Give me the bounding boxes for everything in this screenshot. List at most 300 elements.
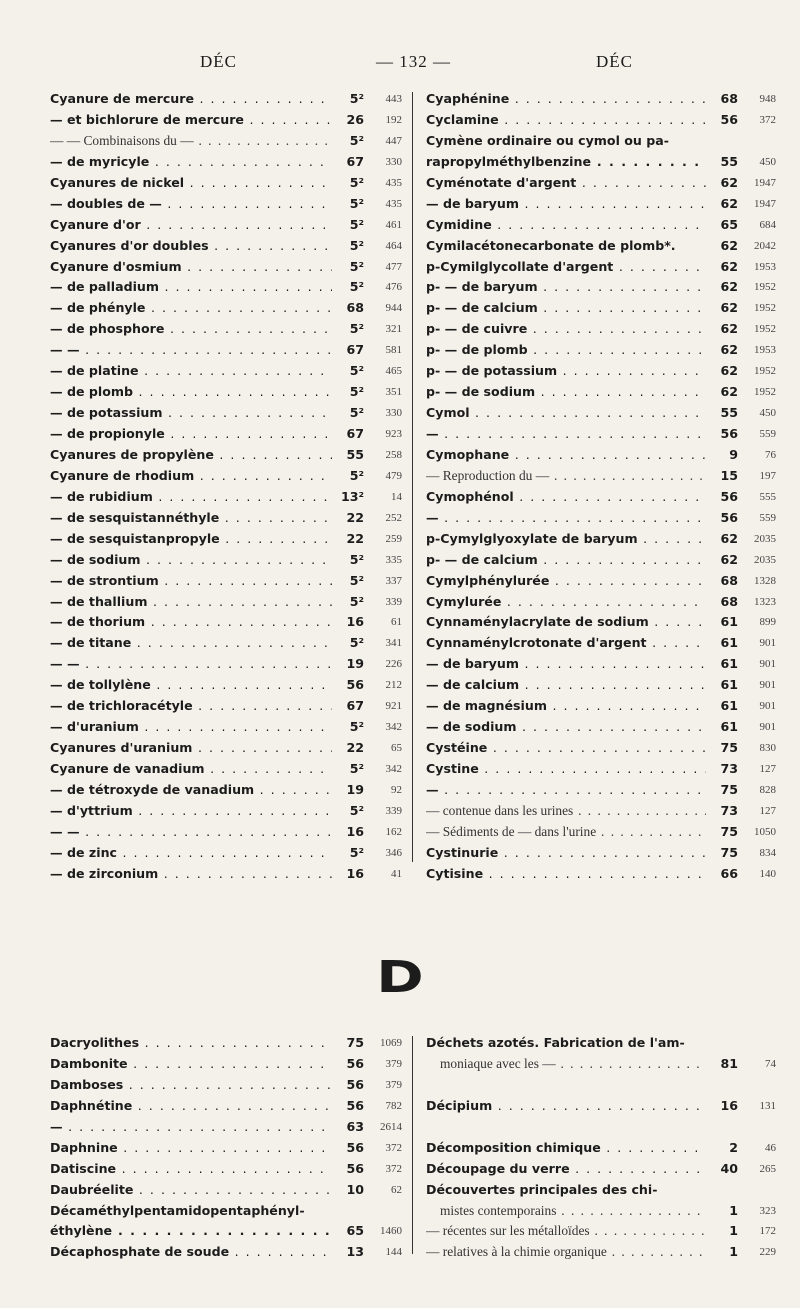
index-entry [426,612,776,633]
entry-page: 443 [385,93,402,105]
entry-term: Cymène ordinaire ou cymol ou pa- [426,132,670,148]
entry-volume: 5² [346,215,364,236]
index-entry [50,89,402,110]
entry-volume: 5² [346,403,364,424]
entry-volume: 73 [716,801,738,822]
index-entry [50,1180,402,1201]
entry-volume: 56 [342,1075,364,1096]
index-entry [426,382,776,403]
index-entry [426,340,776,361]
index-entry [50,236,402,257]
index-entry [426,654,776,675]
index-entry [50,257,402,278]
index-entry [50,319,402,340]
index-entry [426,487,776,508]
entry-term: p- — de calcium . . . [426,298,706,319]
entry-term: — récentes sur les métalloïdes . . . [426,1221,706,1242]
index-entry [50,571,402,592]
entry-volume: 75 [716,822,738,843]
entry-term: — de strontium . . . [50,571,332,592]
index-column-top-left [50,89,402,885]
column-divider-top [412,92,413,862]
entry-term: — de sodium . . . [50,550,332,571]
entry-page: 252 [385,511,402,524]
entry-page: 379 [385,1078,402,1091]
entry-term: Cyanure d'osmium . . . [50,257,332,278]
index-entry [426,361,776,382]
entry-page: 899 [759,616,776,629]
index-entry [50,759,402,780]
entry-page: 321 [385,323,402,336]
index-entry [426,215,776,236]
index-entry [426,236,776,257]
entry-term: Découvertes principales des chi- [426,1181,658,1197]
entry-volume: 67 [342,152,364,173]
entry-term: Cymol . . . [426,403,706,424]
entry-page: 341 [385,637,402,650]
entry-term: — de rubidium . . . [50,487,332,508]
entry-page: 127 [759,804,776,817]
entry-term: — — . . . [50,822,332,843]
entry-volume: 5² [346,759,364,780]
index-entry [50,717,402,738]
entry-page: 555 [759,490,776,503]
entry-volume: 1 [725,1221,738,1242]
index-entry [426,843,776,864]
entry-term: — de platine . . . [50,361,332,382]
entry-page: 1952 [754,281,776,294]
entry-term: — — Combinaisons du — . . . [50,131,332,152]
entry-term: Cystinurie . . . [426,843,706,864]
entry-volume: 62 [716,257,738,278]
entry-volume: 68 [716,89,738,110]
index-column-bottom-left [50,1033,402,1263]
entry-page: 834 [759,846,776,859]
entry-term: Dacryolithes . . . [50,1033,332,1054]
entry-term: — contenue dans les urines . . . [426,801,706,822]
entry-volume: 68 [716,571,738,592]
running-head-left: DÉC [200,52,237,71]
entry-term: Dambonite . . . [50,1054,332,1075]
index-entry [50,633,402,654]
index-entry [426,550,776,571]
entry-volume: 56 [342,1096,364,1117]
entry-page: 62 [391,1183,402,1196]
index-entry [426,822,776,843]
entry-page: 46 [765,1141,776,1154]
entry-volume: 61 [716,717,738,738]
index-entry [50,382,402,403]
entry-page: 65 [391,742,402,755]
entry-term: Cyanure d'or . . . [50,215,332,236]
entry-term: Cymylphénylurée . . . [426,571,706,592]
index-entry [50,215,402,236]
page-number: — 132 — [376,52,451,71]
index-entry [50,592,402,613]
index-entry [426,801,776,822]
index-entry [50,864,402,885]
index-entry [426,675,776,696]
index-entry [50,277,402,298]
entry-page: 901 [759,679,776,692]
entry-term: Déchets azotés. Fabrication de l'am- [426,1035,685,1050]
running-head-right: DÉC [596,52,633,71]
entry-volume: 66 [716,864,738,885]
entry-page: 1050 [754,825,776,838]
entry-volume: 5² [346,319,364,340]
entry-term: Cyanures d'or doubles . . . [50,236,332,257]
entry-page: 461 [385,218,402,231]
blank-line [426,1075,776,1096]
entry-volume: 5² [346,571,364,592]
entry-volume: 75 [716,843,738,864]
index-entry [50,403,402,424]
entry-term: Décaméthylpentamidopentaphényl- [50,1202,305,1218]
entry-volume: 56 [342,675,364,696]
entry-term: — — . . . [50,654,332,675]
entry-term: — de plomb . . . [50,382,332,403]
entry-volume: 62 [716,550,738,571]
entry-term: — de phényle . . . [50,298,332,319]
entry-term: Décaphosphate de soude . . . [50,1242,332,1263]
entry-volume: 22 [342,738,364,759]
index-entry [50,424,402,445]
entry-page: 323 [759,1204,776,1217]
entry-page: 346 [385,846,402,859]
entry-term: — de tétroxyde de vanadium . . . [50,780,332,801]
entry-term-continuation: moniaque avec les — . . . [440,1054,706,1075]
entry-volume: 16 [342,612,364,633]
entry-page: 229 [759,1246,776,1259]
entry-term: — de magnésium . . . [426,696,706,717]
entry-volume: 5² [346,550,364,571]
index-entry [426,759,776,780]
index-entry [50,529,402,550]
entry-volume: 22 [342,508,364,529]
entry-volume: 5² [346,173,364,194]
entry-volume: 9 [725,445,738,466]
entry-page: 339 [385,804,402,817]
entry-term: p-Cymilglycollate d'argent . . . [426,257,706,278]
index-entry [426,717,776,738]
entry-page: 226 [385,658,402,671]
entry-page: 1952 [754,386,776,399]
entry-page: 372 [385,1141,402,1154]
entry-volume: 56 [342,1159,364,1180]
entry-page: 464 [385,239,402,252]
index-entry [426,89,776,110]
index-entry [426,864,776,885]
entry-term: — de myricyle . . . [50,152,332,173]
entry-term: p- — de sodium . . . [426,382,706,403]
entry-page: 339 [385,595,402,608]
entry-volume: 56 [716,487,738,508]
column-divider-bottom [412,1036,413,1254]
index-entry [426,194,776,215]
entry-volume: 5² [346,466,364,487]
entry-page: 74 [765,1057,776,1070]
index-entry [50,340,402,361]
entry-page: 259 [385,532,402,545]
entry-volume: 62 [716,194,738,215]
entry-volume: 15 [716,466,738,487]
entry-volume: 5² [346,801,364,822]
index-entry [426,131,776,173]
entry-volume: 55 [716,403,738,424]
entry-page: 351 [385,386,402,399]
entry-term: — de sesquistanpropyle . . . [50,529,332,550]
entry-term: Daubréelite . . . [50,1180,332,1201]
index-entry [50,822,402,843]
entry-term: Cyanures de nickel . . . [50,173,332,194]
entry-term: — de zinc . . . [50,843,332,864]
index-entry [426,466,776,487]
index-entry [50,445,402,466]
index-entry [426,319,776,340]
entry-page: 1069 [380,1037,402,1049]
entry-term: Cyclamine . . . [426,110,706,131]
entry-page: 172 [759,1225,776,1238]
entry-volume: 13² [337,487,364,508]
entry-term-continuation: éthylène . . . [50,1221,332,1242]
entry-page: 61 [391,616,402,629]
entry-volume: 75 [342,1033,364,1054]
index-entry [50,738,402,759]
index-entry [426,633,776,654]
entry-page: 1953 [754,344,776,357]
entry-page: 2614 [380,1120,402,1133]
entry-term: p- — de plomb . . . [426,340,706,361]
entry-volume: 5² [346,843,364,864]
entry-volume: 61 [716,612,738,633]
index-entry [50,612,402,633]
entry-term: — de sodium . . . [426,717,706,738]
entry-page: 828 [759,783,776,796]
entry-page: 379 [385,1057,402,1070]
entry-term: — et bichlorure de mercure . . . [50,110,332,131]
index-entry [426,1159,776,1180]
index-entry [50,508,402,529]
entry-volume: 2 [725,1138,738,1159]
entry-term: — Sédiments de — dans l'urine . . . [426,822,706,843]
entry-page: 342 [385,763,402,775]
entry-term: Daphnine . . . [50,1138,332,1159]
index-entry [426,696,776,717]
index-column-bottom-right [426,1033,776,1263]
entry-volume: 56 [716,424,738,445]
index-entry [426,277,776,298]
entry-term-continuation: mistes contemporains . . . [440,1201,706,1222]
entry-term: Cyanures de propylène . . . [50,445,332,466]
entry-term: Damboses . . . [50,1075,332,1096]
entry-volume: 16 [716,1096,738,1117]
entry-term: Décipium . . . [426,1096,706,1117]
entry-term-continuation: rapropylméthylbenzine . . . [426,152,706,173]
entry-term: Cyanure de vanadium . . . [50,759,332,780]
index-entry [426,1242,776,1263]
entry-term: Cymophane . . . [426,445,706,466]
entry-volume: 73 [716,759,738,780]
entry-term: Cyanures d'uranium . . . [50,738,332,759]
index-entry [426,1221,776,1242]
index-entry [426,592,776,613]
entry-volume: 65 [342,1221,364,1242]
entry-page: 342 [385,721,402,734]
entry-term: — . . . [426,780,706,801]
entry-term: Cyanure de mercure . . . [50,89,332,110]
entry-volume: 22 [342,529,364,550]
entry-term: — de trichloracétyle . . . [50,696,332,717]
entry-term: — de calcium . . . [426,675,706,696]
index-entry [50,654,402,675]
entry-volume: 81 [716,1054,738,1075]
entry-term: — relatives à la chimie organique . . . [426,1242,706,1263]
entry-term: p- — de potassium . . . [426,361,706,382]
entry-page: 1953 [754,260,776,273]
entry-volume: 5² [346,361,364,382]
entry-term: Daphnétine . . . [50,1096,332,1117]
index-entry [50,1096,402,1117]
entry-term: Cyanure de rhodium . . . [50,466,332,487]
index-entry [50,173,402,194]
entry-page: 372 [759,113,776,126]
entry-volume: 26 [342,110,364,131]
index-entry [50,1075,402,1096]
entry-term: — de propionyle . . . [50,424,332,445]
entry-term: — . . . [50,1117,332,1138]
entry-volume: 62 [716,277,738,298]
entry-volume: 55 [342,445,364,466]
entry-page: 372 [385,1162,402,1175]
entry-page: 140 [759,867,776,880]
index-entry [50,1138,402,1159]
index-entry [426,1180,776,1222]
entry-page: 212 [385,679,402,692]
entry-term: — . . . [426,508,706,529]
entry-page: 127 [759,763,776,776]
entry-term: Cynnaménylcrotonate d'argent . . . [426,633,706,654]
entry-page: 948 [759,93,776,105]
entry-term: — de baryum . . . [426,654,706,675]
entry-term: — de sesquistannéthyle . . . [50,508,332,529]
entry-page: 476 [385,281,402,294]
entry-term: — de thallium . . . [50,592,332,613]
entry-volume: 62 [716,319,738,340]
entry-term: — Reproduction du — . . . [426,466,706,487]
entry-term: — doubles de — . . . [50,194,332,215]
entry-page: 465 [385,365,402,378]
entry-page: 2035 [754,553,776,566]
entry-volume: 62 [716,298,738,319]
entry-term: — de tollylène . . . [50,675,332,696]
entry-page: 435 [385,197,402,210]
index-entry [50,131,402,152]
entry-volume: 19 [342,654,364,675]
index-entry [50,1054,402,1075]
entry-term: — d'uranium . . . [50,717,332,738]
entry-volume: 1 [725,1242,738,1263]
entry-volume: 10 [342,1180,364,1201]
entry-page: 901 [759,721,776,734]
index-column-top-right [426,89,776,885]
entry-volume: 61 [716,696,738,717]
entry-term: Cystéine . . . [426,738,706,759]
entry-term: p- — de baryum . . . [426,277,706,298]
entry-page: 330 [385,407,402,420]
entry-volume: 75 [716,780,738,801]
entry-volume: 61 [716,654,738,675]
entry-volume: 16 [342,864,364,885]
entry-term: Cynnaménylacrylate de sodium . . . [426,612,706,633]
entry-volume: 5² [346,382,364,403]
entry-term: Cystine . . . [426,759,706,780]
entry-volume: 65 [716,215,738,236]
entry-page: 477 [385,260,402,273]
index-entry [50,1242,402,1263]
entry-term: — de baryum . . . [426,194,706,215]
entry-page: 2042 [754,239,776,252]
entry-term: — de zirconium . . . [50,864,332,885]
entry-volume: 62 [716,340,738,361]
entry-page: 479 [385,469,402,482]
index-entry [50,780,402,801]
index-entry [426,445,776,466]
entry-page: 435 [385,176,402,189]
entry-page: 2035 [754,532,776,545]
entry-page: 92 [391,783,402,796]
entry-volume: 61 [716,633,738,654]
entry-term: — de potassium . . . [50,403,332,424]
entry-page: 830 [759,742,776,755]
entry-page: 944 [385,302,402,315]
blank-line [426,1117,776,1138]
entry-page: 450 [759,407,776,420]
entry-page: 901 [759,700,776,713]
entry-term: Cyménotate d'argent . . . [426,173,706,194]
entry-volume: 5² [346,236,364,257]
entry-page: 131 [759,1099,776,1112]
entry-page: 14 [391,490,402,503]
index-entry [50,194,402,215]
index-entry [50,1033,402,1054]
index-entry [50,110,402,131]
entry-volume: 68 [342,298,364,319]
entry-volume: 5² [346,89,364,110]
index-entry [426,173,776,194]
entry-volume: 5² [346,194,364,215]
section-letter-d: D [376,952,424,1003]
entry-term: Cyaphénine . . . [426,89,706,110]
entry-term: p-Cymylglyoxylate de baryum . . . [426,529,706,550]
index-entry [426,529,776,550]
index-entry [50,801,402,822]
index-entry [50,1117,402,1138]
index-entry [426,1096,776,1117]
entry-volume: 61 [716,675,738,696]
entry-page: 41 [391,867,402,880]
entry-volume: 67 [342,696,364,717]
entry-term: — de phosphore . . . [50,319,332,340]
index-entry [426,257,776,278]
index-entry [50,675,402,696]
entry-volume: 5² [346,277,364,298]
entry-term: p- — de calcium . . . [426,550,706,571]
page-header [0,52,800,76]
index-entry [426,298,776,319]
entry-term: Datiscine . . . [50,1159,332,1180]
entry-volume: 62 [716,236,738,257]
entry-page: 782 [385,1099,402,1112]
